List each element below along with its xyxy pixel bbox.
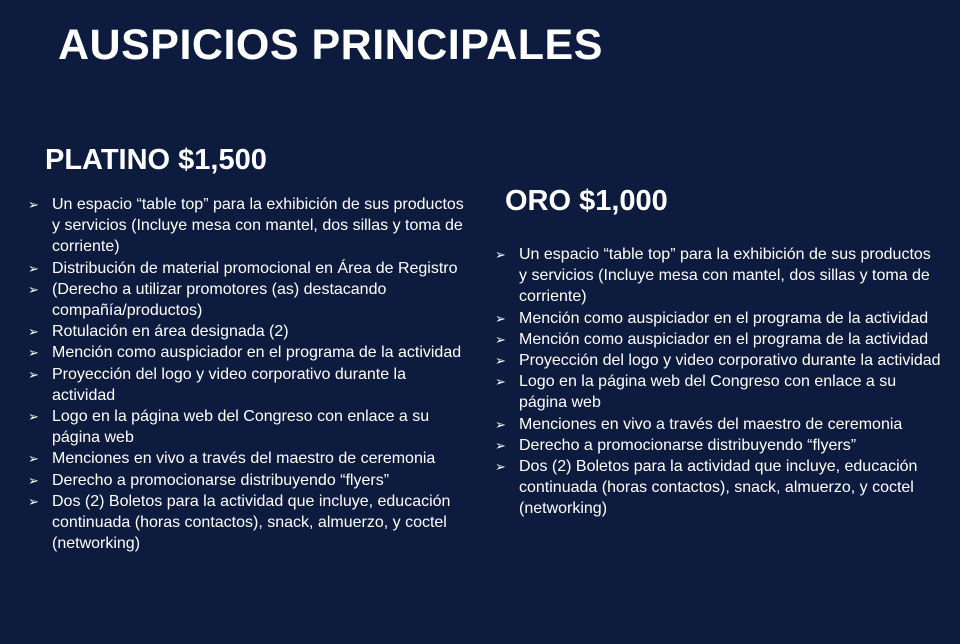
list-item	[28, 448, 464, 469]
list-item	[495, 244, 943, 308]
arrowhead-bullet-icon: ➢	[28, 324, 39, 340]
tier-title-oro: ORO $1,000	[505, 185, 668, 217]
arrowhead-bullet-icon: ➢	[28, 451, 39, 467]
list-item	[495, 414, 943, 435]
arrowhead-bullet-icon: ➢	[495, 353, 506, 369]
list-item-text: Proyección del logo y video corporativo durante la actividad	[52, 365, 406, 404]
list-item-text: Menciones en vivo a través del maestro de ceremonia	[52, 450, 436, 468]
list-item	[495, 308, 943, 329]
list-item-text: (Derecho a utilizar promotores (as) destacando compañía/productos)	[52, 280, 387, 320]
list-item	[495, 456, 943, 520]
arrowhead-bullet-icon: ➢	[495, 459, 506, 475]
list-item	[495, 329, 943, 350]
list-item	[28, 342, 464, 363]
arrowhead-bullet-icon: ➢	[495, 374, 506, 390]
list-item-text: Un espacio “table top” para la exhibición de sus productos y servicios (Incluye mesa con mantel, dos sillas y toma de corriente)	[519, 246, 931, 306]
list-item	[495, 435, 943, 456]
page-title: AUSPICIOS PRINCIPALES	[58, 21, 603, 69]
arrowhead-bullet-icon: ➢	[495, 437, 506, 453]
list-item	[28, 491, 464, 555]
list-item-text: Distribución de material promocional en Área de Registro	[52, 259, 458, 277]
arrowhead-bullet-icon: ➢	[28, 197, 39, 212]
list-item-text: Menciones en vivo a través del maestro de ceremonia	[519, 415, 903, 433]
arrowhead-bullet-icon: ➢	[28, 409, 39, 425]
benefit-list-oro	[495, 244, 943, 520]
list-item-text: Derecho a promocionarse distribuyendo “flyers”	[519, 436, 857, 454]
list-item-text: Rotulación en área designada (2)	[52, 323, 289, 341]
benefit-list-platino	[28, 194, 464, 554]
list-item	[28, 258, 464, 279]
list-item	[28, 279, 464, 321]
arrowhead-bullet-icon: ➢	[28, 281, 39, 297]
list-item-text: Mención como auspiciador en el programa de la actividad	[519, 309, 929, 327]
list-item	[28, 194, 464, 258]
list-item-text: Logo en la página web del Congreso con enlace a su página web	[519, 373, 897, 412]
arrowhead-bullet-icon: ➢	[495, 416, 506, 432]
list-item-text: Mención como auspiciador en el programa de la actividad	[52, 344, 462, 362]
list-item-text: Mención como auspiciador en el programa de la actividad	[519, 330, 929, 348]
arrowhead-bullet-icon: ➢	[28, 345, 39, 361]
list-item-text: Proyección del logo y video corporativo durante la actividad	[519, 352, 941, 370]
list-item-text: Logo en la página web del Congreso con enlace a su página web	[52, 408, 430, 447]
arrowhead-bullet-icon: ➢	[28, 366, 39, 382]
list-item-text: Derecho a promocionarse distribuyendo “flyers”	[52, 471, 390, 489]
list-item-text: Dos (2) Boletos para la actividad que incluye, educación continuada (horas contactos), snack, almuerzo, y coctel (networking)	[52, 492, 451, 553]
list-item	[28, 470, 464, 491]
arrowhead-bullet-icon: ➢	[28, 493, 39, 509]
arrowhead-bullet-icon: ➢	[495, 331, 506, 347]
arrowhead-bullet-icon: ➢	[495, 310, 506, 326]
list-item	[28, 364, 464, 406]
list-item	[28, 406, 464, 448]
list-item	[495, 371, 943, 413]
arrowhead-bullet-icon: ➢	[28, 472, 39, 488]
arrowhead-bullet-icon: ➢	[495, 247, 506, 262]
list-item-text: Un espacio “table top” para la exhibición de sus productos y servicios (Incluye mesa con mantel, dos sillas y toma de corriente)	[52, 196, 464, 256]
arrowhead-bullet-icon: ➢	[28, 260, 39, 276]
list-item	[28, 321, 464, 342]
tier-title-platino: PLATINO $1,500	[45, 144, 267, 176]
list-item	[495, 350, 943, 371]
list-item-text: Dos (2) Boletos para la actividad que incluye, educación continuada (horas contactos), snack, almuerzo, y coctel (networking)	[519, 458, 918, 518]
